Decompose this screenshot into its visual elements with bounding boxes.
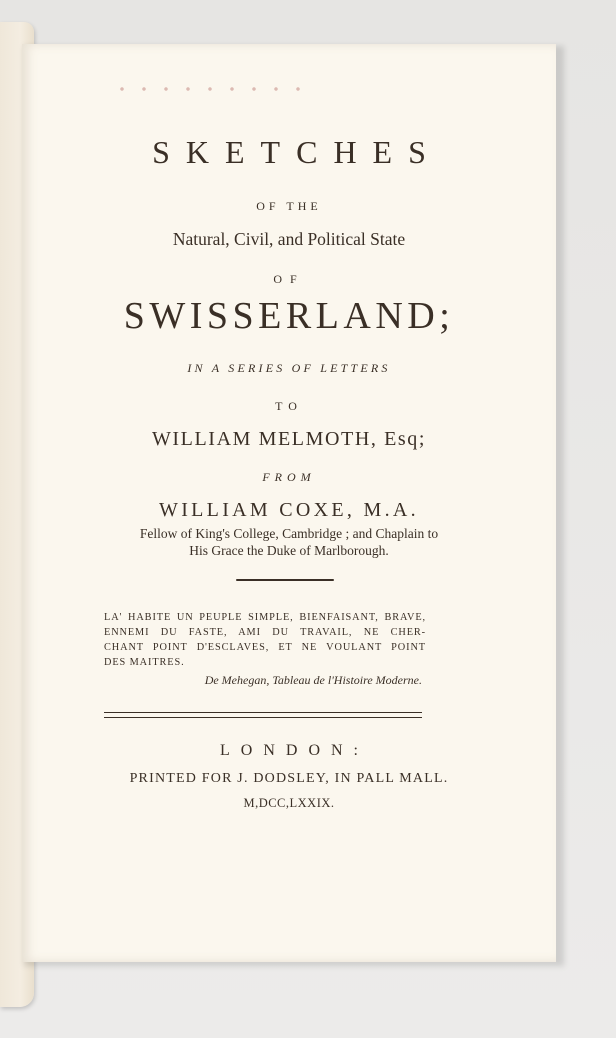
- book-title: SKETCHES: [152, 134, 442, 170]
- double-divider-rule: [104, 712, 422, 718]
- title-page: [22, 44, 556, 962]
- title-series: IN A SERIES OF LETTERS: [187, 361, 391, 375]
- epigraph-source: De Mehegan, Tableau de l'Histoire Moderne.: [204, 673, 422, 687]
- addressee: WILLIAM MELMOTH, Esq;: [151, 428, 427, 450]
- gilt-edge-ornament: [112, 84, 312, 94]
- author-affiliation-line-2: His Grace the Duke of Marlborough.: [189, 543, 389, 558]
- epigraph-line: DES MAITRES.: [104, 657, 185, 668]
- title-connector-of-the: OF THE: [256, 199, 322, 213]
- epigraph-line: ENNEMI DU FASTE, AMI DU TRAVAIL, NE CHER-: [104, 627, 426, 638]
- author-affiliation-line-1: Fellow of King's College, Cambridge ; and Chaplain to: [139, 526, 439, 541]
- title-connector-to: TO: [275, 399, 303, 413]
- imprint-printer: PRINTED FOR J. DODSLEY, IN PALL MALL.: [129, 771, 449, 786]
- divider-rule: [236, 579, 334, 581]
- author-name: WILLIAM COXE, M.A.: [159, 499, 419, 521]
- epigraph-line: CHANT POINT D'ESCLAVES, ET NE VOULANT POINT: [104, 642, 426, 653]
- title-connector-of: OF: [273, 272, 305, 286]
- epigraph-line: LA' HABITE UN PEUPLE SIMPLE, BIENFAISANT, BRAVE,: [104, 612, 426, 623]
- title-connector-from: FROM: [262, 470, 316, 484]
- title-subject: Natural, Civil, and Political State: [172, 229, 406, 249]
- title-country: SWISSERLAND;: [123, 295, 455, 337]
- epigraph: [104, 610, 426, 670]
- imprint-place: LONDON:: [220, 742, 369, 759]
- imprint-date: M,DCC,LXXIX.: [243, 796, 335, 810]
